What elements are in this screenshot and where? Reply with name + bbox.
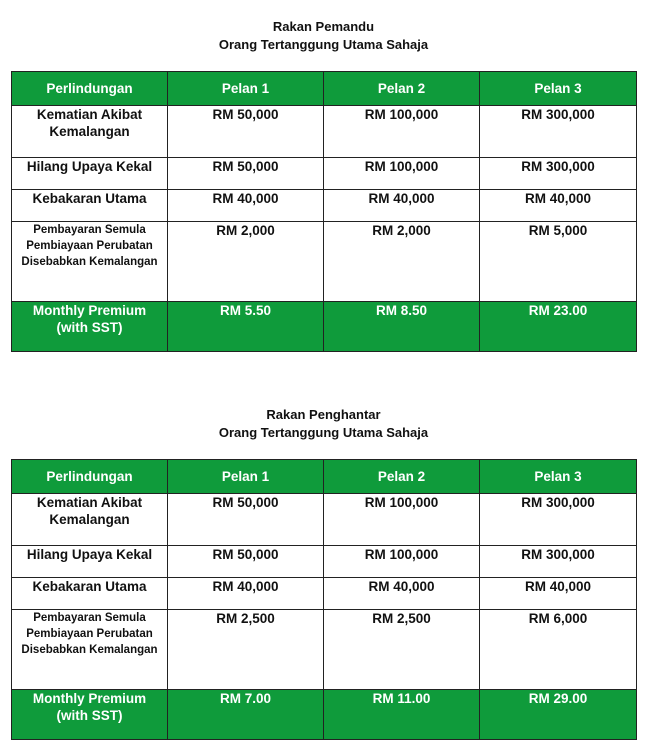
premium-row [12,302,637,352]
cell-value: RM 100,000 [324,546,480,578]
cell-value: RM 40,000 [480,190,637,222]
cell-value: RM 300,000 [480,158,637,190]
table-row [12,610,637,690]
row-label: Kebakaran Utama [12,578,168,610]
row-label: Kematian Akibat Kemalangan [12,106,168,158]
table-row [12,190,637,222]
cell-value: RM 2,500 [324,610,480,690]
premium-label [12,690,168,740]
table-row [12,546,637,578]
cell-value: RM 6,000 [480,610,637,690]
header-cell-perlindungan: Perlindungan [12,460,168,494]
cell-value: RM 300,000 [480,546,637,578]
cell-value: RM 40,000 [324,190,480,222]
table-header-row [12,460,637,494]
plans-table [11,71,637,352]
table-row [12,106,637,158]
cell-value: RM 50,000 [168,106,324,158]
premium-value: RM 5.50 [168,302,324,352]
cell-value: RM 300,000 [480,494,637,546]
cell-value: RM 2,000 [168,222,324,302]
table-row [12,494,637,546]
premium-value: RM 8.50 [324,302,480,352]
table-header-row [12,72,637,106]
premium-row [12,690,637,740]
cell-value: RM 40,000 [480,578,637,610]
cell-value: RM 50,000 [168,546,324,578]
premium-value: RM 23.00 [480,302,637,352]
header-cell-pelan-1: Pelan 1 [168,72,324,106]
premium-label-line2: (with SST) [56,708,123,723]
cell-value: RM 50,000 [168,494,324,546]
row-label: Pembayaran Semula Pembiayaan Perubatan Disebabkan Kemalangan [12,610,168,690]
header-cell-pelan-3: Pelan 3 [480,460,637,494]
premium-value: RM 7.00 [168,690,324,740]
section-title-block [11,18,636,54]
premium-value: RM 11.00 [324,690,480,740]
section-subtitle: Orang Tertanggung Utama Sahaja [218,425,429,440]
header-cell-pelan-2: Pelan 2 [324,460,480,494]
cell-value: RM 5,000 [480,222,637,302]
row-label: Kematian Akibat Kemalangan [12,494,168,546]
cell-value: RM 300,000 [480,106,637,158]
header-cell-perlindungan: Perlindungan [12,72,168,106]
cell-value: RM 100,000 [324,494,480,546]
cell-value: RM 40,000 [168,190,324,222]
cell-value: RM 2,000 [324,222,480,302]
cell-value: RM 2,500 [168,610,324,690]
plan-section-rakan-penghantar [11,406,636,740]
cell-value: RM 100,000 [324,158,480,190]
row-label: Pembayaran Semula Pembiayaan Perubatan Disebabkan Kemalangan [12,222,168,302]
section-title: Rakan Penghantar [266,407,381,422]
cell-value: RM 100,000 [324,106,480,158]
plan-section-rakan-pemandu [11,18,636,352]
table-row [12,158,637,190]
table-row [12,222,637,302]
cell-value: RM 50,000 [168,158,324,190]
header-cell-pelan-3: Pelan 3 [480,72,637,106]
premium-label-line1: Monthly Premium [32,303,147,318]
premium-value: RM 29.00 [480,690,637,740]
premium-label-line2: (with SST) [56,320,123,335]
row-label: Hilang Upaya Kekal [12,546,168,578]
header-cell-pelan-2: Pelan 2 [324,72,480,106]
section-subtitle: Orang Tertanggung Utama Sahaja [218,37,429,52]
premium-label [12,302,168,352]
cell-value: RM 40,000 [168,578,324,610]
table-row [12,578,637,610]
section-title: Rakan Pemandu [272,19,375,34]
row-label: Kebakaran Utama [12,190,168,222]
plans-table [11,459,637,740]
header-cell-pelan-1: Pelan 1 [168,460,324,494]
premium-label-line1: Monthly Premium [32,691,147,706]
cell-value: RM 40,000 [324,578,480,610]
section-title-block [11,406,636,442]
row-label: Hilang Upaya Kekal [12,158,168,190]
